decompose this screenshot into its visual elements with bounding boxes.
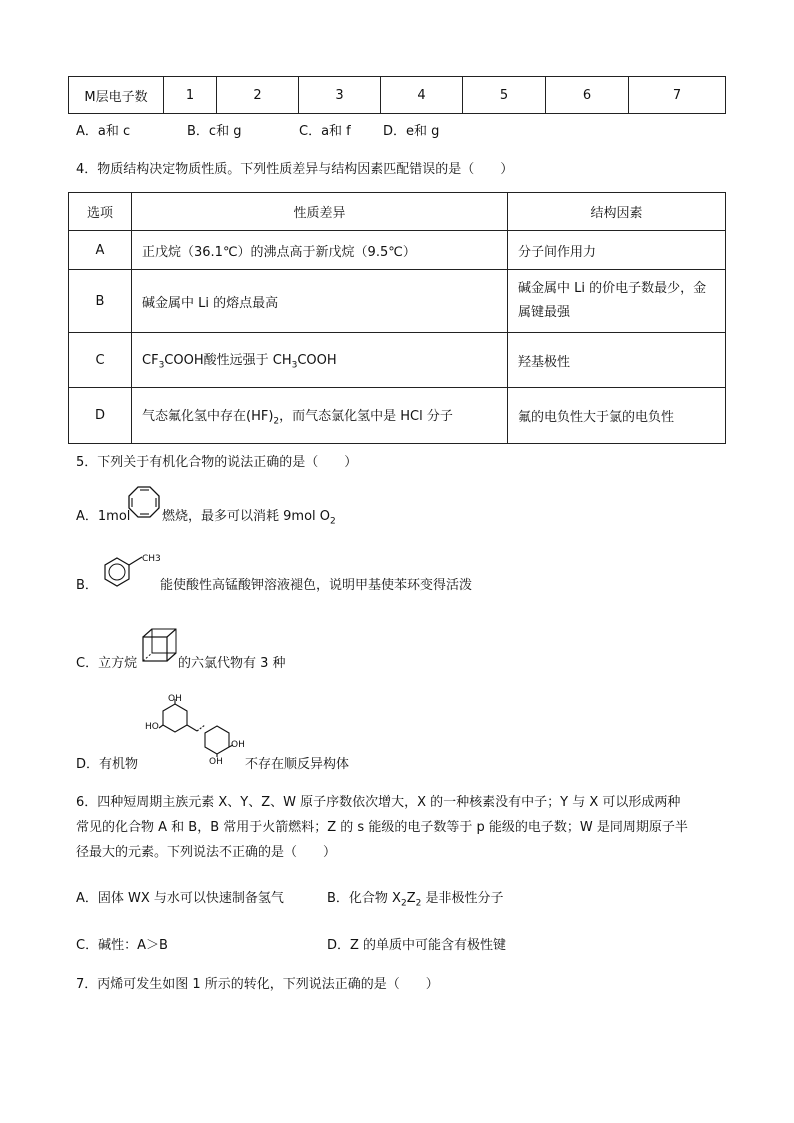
formula-subscript: 3 — [291, 360, 298, 371]
m-table-cell: 3 — [299, 77, 381, 114]
q6-option-c: C．碱性：A＞B — [76, 938, 168, 953]
formula-subscript: 2 — [273, 416, 280, 427]
hydroxyl-label-top: OH — [168, 694, 182, 704]
m-electron-table — [68, 76, 726, 114]
q4-row-option: C — [69, 333, 132, 388]
m-table-row-label: M层电子数 — [69, 77, 164, 114]
hydroxyl-label-right: OH — [231, 740, 245, 750]
formula-part: COOH — [297, 353, 337, 369]
q4-header-option: 选项 — [69, 193, 132, 231]
q4-row-difference: 正戊烷（36.1℃）的沸点高于新戊烷（9.5℃） — [132, 231, 508, 270]
m-table-cell: 1 — [164, 77, 217, 114]
q5-stem: 5．下列关于有机化合物的说法正确的是（ ） — [76, 455, 358, 470]
q5-option-c-text: 的六氯代物有 3 种 — [178, 656, 286, 671]
hydroxyl-label-left: HO — [145, 722, 159, 732]
m-table-cell: 5 — [463, 77, 546, 114]
q4-stem: 4．物质结构决定物质性质。下列性质差异与结构因素匹配错误的是（ ） — [76, 162, 514, 177]
q6-stem-line: 6．四种短周期主族元素 X、Y、Z、W 原子序数依次增大，X 的一种核素没有中子；Y 与 X 可以形成两种 — [76, 795, 681, 810]
q5-option-a-prefix: A．1mol — [76, 509, 131, 524]
formula-subscript: 2 — [400, 898, 407, 909]
hydroxyl-label-bottom: OH — [209, 757, 223, 767]
q4-row-factor: 氟的电负性大于氯的电负性 — [508, 388, 726, 444]
q4-header-factor: 结构因素 — [508, 193, 726, 231]
formula-part: 气态氟化氢中存在(HF) — [142, 408, 274, 424]
q6-option-a: A．固体 WX 与水可以快速制备氢气 — [76, 891, 284, 906]
q4-row-option: B — [69, 270, 132, 333]
q3-option-d: D．e和 g — [383, 124, 440, 139]
q4-header-difference: 性质差异 — [132, 193, 508, 231]
q4-row-difference: 碱金属中 Li 的熔点最高 — [132, 270, 508, 333]
q4-row-difference — [132, 388, 508, 444]
text-part: Z — [406, 891, 416, 906]
q5-option-b-text: 能使酸性高锰酸钾溶液褪色，说明甲基使苯环变得活泼 — [160, 578, 473, 593]
q5-option-c-prefix: C．立方烷 — [76, 656, 138, 671]
m-table-cell: 7 — [629, 77, 726, 114]
q3-option-b: B．c和 g — [187, 124, 242, 139]
methyl-label: CH3 — [142, 554, 161, 564]
q6-option-b — [327, 887, 503, 909]
m-table-cell: 4 — [381, 77, 463, 114]
q4-property-table — [68, 192, 726, 444]
q4-row-option: A — [69, 231, 132, 270]
cyclooctatetraene-structure-icon — [126, 484, 162, 520]
formula-part: CF — [142, 353, 159, 369]
q3-option-c: C．a和 f — [299, 124, 351, 139]
text-part: 是非极性分子 — [421, 891, 504, 906]
text-part: B．化合物 X — [327, 891, 401, 906]
q4-row-factor: 碱金属中 Li 的价电子数最少，金属键最强 — [508, 270, 726, 333]
formula-part: ，而气态氯化氢中是 HCl 分子 — [279, 408, 453, 424]
m-table-cell: 2 — [217, 77, 299, 114]
cubane-structure-icon — [141, 627, 179, 665]
formula-subscript: 2 — [415, 898, 422, 909]
q4-row-factor: 羟基极性 — [508, 333, 726, 388]
q6-stem-line: 径最大的元素。下列说法不正确的是（ ） — [76, 845, 337, 860]
text-part: 燃烧，最多可以消耗 9mol O — [162, 509, 330, 524]
q4-row-option: D — [69, 388, 132, 444]
formula-subscript: 2 — [330, 516, 336, 527]
q4-row-difference — [132, 333, 508, 388]
q5-option-d-text: 不存在顺反异构体 — [245, 757, 350, 772]
q7-stem: 7．丙烯可发生如图 1 所示的转化，下列说法正确的是（ ） — [76, 977, 439, 992]
q6-stem-line: 常见的化合物 A 和 B，B 常用于火箭燃料；Z 的 s 能级的电子数等于 p 能级的电子数；W 是同周期原子半 — [76, 820, 688, 835]
formula-subscript: 3 — [158, 360, 165, 371]
q5-option-d-prefix: D．有机物 — [76, 757, 139, 772]
q3-option-a: A．a和 c — [76, 124, 131, 139]
q6-option-d: D．Z 的单质中可能含有极性键 — [327, 938, 507, 953]
formula-part: COOH酸性远强于 CH — [164, 353, 292, 369]
q4-row-factor: 分子间作用力 — [508, 231, 726, 270]
q5-option-a-text — [162, 505, 336, 527]
hydroxystilbene-structure-icon — [145, 693, 245, 765]
q5-option-b-prefix: B． — [76, 578, 98, 593]
m-table-cell: 6 — [546, 77, 629, 114]
